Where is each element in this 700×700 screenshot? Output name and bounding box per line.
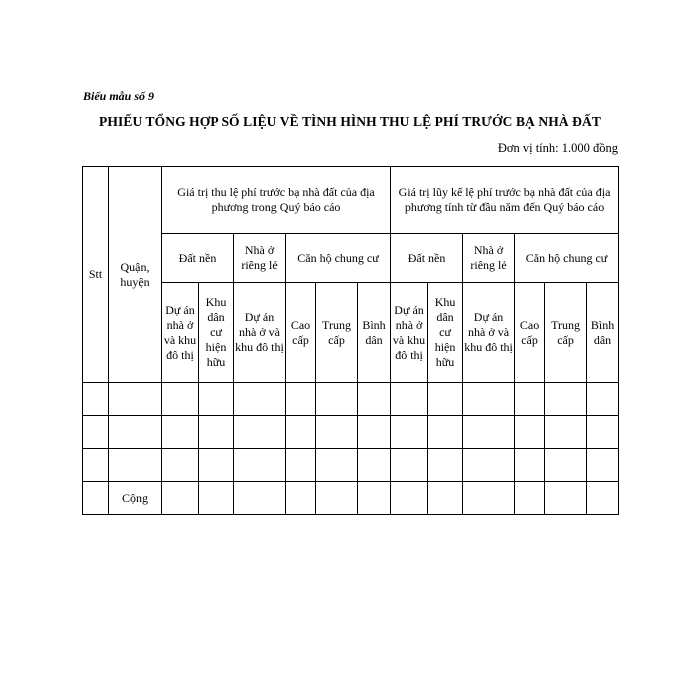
header-row-2 [83,234,619,283]
header-high-cumulative: Cao cấp [515,283,545,383]
header-row-3 [83,283,619,383]
header-house-project-quarter: Dự án nhà ở và khu đô thị [234,283,286,383]
header-avg-cumulative: Bình dân [587,283,619,383]
header-existing-quarter: Khu dân cư hiện hữu [199,283,234,383]
header-project-cumulative: Dự án nhà ở và khu đô thị [391,283,428,383]
table-row [83,416,619,449]
header-apartment-cumulative: Căn hộ chung cư [515,234,619,283]
header-row-1 [83,167,619,234]
header-private-house-cumulative: Nhà ở riêng lẻ [463,234,515,283]
header-apartment-quarter: Căn hộ chung cư [286,234,391,283]
header-mid-cumulative: Trung cấp [545,283,587,383]
header-stt: Stt [83,167,109,383]
header-group-cumulative: Giá trị lũy kế lệ phí trước bạ nhà đất của địa phương tính từ đầu năm đến Quý báo cáo [391,167,619,234]
total-row [83,482,619,515]
header-mid-quarter: Trung cấp [316,283,358,383]
header-private-house-quarter: Nhà ở riêng lẻ [234,234,286,283]
table-row [83,449,619,482]
form-number: Biểu mẫu số 9 [83,89,155,103]
page-title: PHIẾU TỔNG HỢP SỐ LIỆU VỀ TÌNH HÌNH THU LỆ PHÍ TRƯỚC BẠ NHÀ ĐẤT [99,114,601,129]
report-table [82,166,619,515]
header-land-quarter: Đất nền [162,234,234,283]
total-label: Cộng [109,482,162,515]
header-house-project-cumulative: Dự án nhà ở và khu đô thị [463,283,515,383]
header-project-quarter: Dự án nhà ở và khu đô thị [162,283,199,383]
header-high-quarter: Cao cấp [286,283,316,383]
table-row [83,383,619,416]
unit-label: Đơn vị tính: 1.000 đồng [497,141,618,155]
header-group-quarter: Giá trị thu lệ phí trước bạ nhà đất của địa phương trong Quý báo cáo [162,167,391,234]
header-land-cumulative: Đất nền [391,234,463,283]
header-avg-quarter: Bình dân [358,283,391,383]
header-existing-cumulative: Khu dân cư hiện hữu [428,283,463,383]
header-district: Quận, huyện [109,167,162,383]
